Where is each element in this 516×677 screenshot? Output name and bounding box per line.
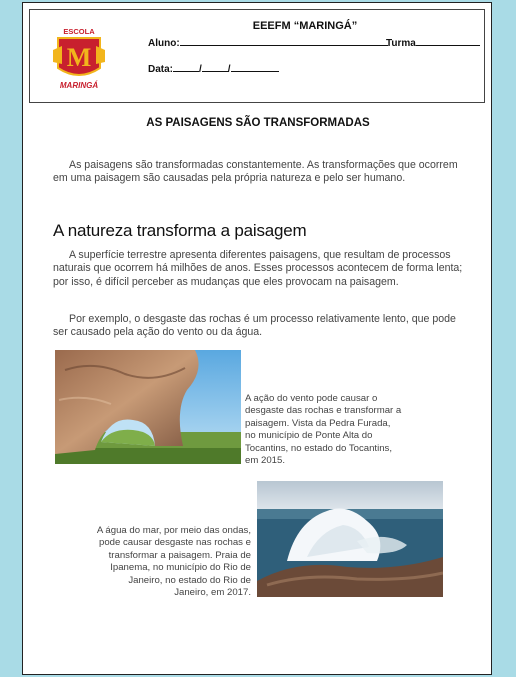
caption-photo-2: A água do mar, por meio das ondas, pode causar desgaste nas rochas e transformar a paisagem. Praia de Ipanema, no município do Rio de Janeiro, no estado do Rio de Janeiro, em 2017. <box>96 525 251 599</box>
paragraph-1: A superfície terrestre apresenta diferentes paisagens, que resultam de processos naturais que ocorrem há milhões de anos. Esses processos acontecem de forma lenta; por isso, é difícil perceber as mudanças que eles provocam na paisagem. <box>53 249 463 288</box>
photo-pedra-furada <box>55 350 241 464</box>
data-field[interactable]: Data: / / <box>148 63 279 75</box>
aluno-blank[interactable] <box>180 37 388 46</box>
photo-ipanema-wave <box>257 481 443 597</box>
paragraph-2: Por exemplo, o desgaste das rochas é um processo relativamente lento, que pode ser causado pela ação do vento ou da água. <box>53 313 456 339</box>
worksheet-page <box>22 2 492 675</box>
month-blank[interactable] <box>202 63 228 72</box>
intro-paragraph: As paisagens são transformadas constantemente. As transformações que ocorrem em uma paisagem são causadas pela própria natureza e pelo ser humano. <box>53 159 458 185</box>
school-logo <box>50 20 108 94</box>
section-heading: A natureza transforma a paisagem <box>53 221 307 240</box>
turma-blank[interactable] <box>416 37 480 46</box>
day-blank[interactable] <box>173 63 199 72</box>
caption-photo-1: A ação do vento pode causar o desgaste das rochas e transformar a paisagem. Vista da Pedra Furada, no município de Ponte Alta do Tocantins, no estado do Tocantins, em 2015. <box>245 393 402 467</box>
data-label: Data: <box>148 64 174 75</box>
aluno-field[interactable] <box>148 37 388 49</box>
header-box <box>29 9 485 103</box>
aluno-label: Aluno: <box>148 38 180 49</box>
year-blank[interactable] <box>231 63 279 72</box>
document-title: AS PAISAGENS SÃO TRANSFORMADAS <box>146 117 370 129</box>
logo-bottom-text: MARINGÁ <box>59 81 99 90</box>
logo-letter: M <box>66 43 92 72</box>
turma-field[interactable] <box>386 37 480 49</box>
turma-label: Turma <box>386 38 416 49</box>
school-name: EEEFM “MARINGÁ” <box>252 20 358 32</box>
logo-top-text: ESCOLA <box>63 27 95 36</box>
